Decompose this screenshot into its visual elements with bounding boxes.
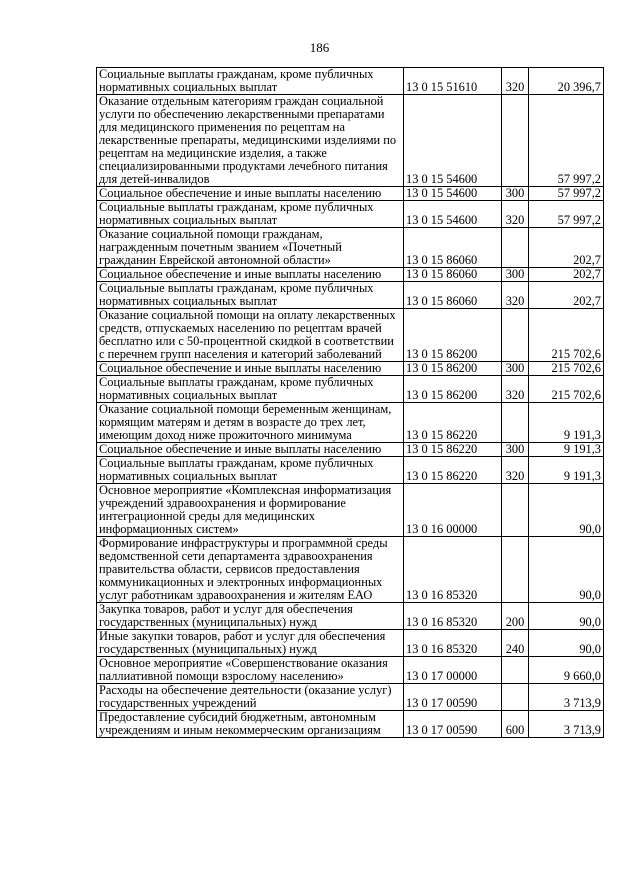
target-code-cell: 13 0 15 54600 <box>404 201 502 228</box>
expense-name-cell: Социальные выплаты гражданам, кроме публичных нормативных социальных выплат <box>97 201 404 228</box>
target-code-cell: 13 0 15 86060 <box>404 228 502 268</box>
table-row <box>97 711 604 738</box>
amount-cell: 202,7 <box>529 268 604 282</box>
target-code-cell: 13 0 15 86200 <box>404 362 502 376</box>
target-code-cell: 13 0 15 86200 <box>404 376 502 403</box>
amount-cell: 202,7 <box>529 282 604 309</box>
expense-type-cell <box>502 484 529 537</box>
expense-name-cell: Социальное обеспечение и иные выплаты населению <box>97 362 404 376</box>
table-row <box>97 95 604 187</box>
expense-name-cell: Оказание социальной помощи на оплату лекарственных средств, отпускаемых населению по рецептам врачей бесплатно или с 50-процентной скидкой в соответствии с перечнем групп населения и категорий заболеваний <box>97 309 404 362</box>
expense-type-cell: 320 <box>502 376 529 403</box>
table-row <box>97 657 604 684</box>
expense-name-cell: Социальное обеспечение и иные выплаты населению <box>97 443 404 457</box>
amount-cell: 57 997,2 <box>529 187 604 201</box>
target-code-cell: 13 0 15 86060 <box>404 268 502 282</box>
table-row <box>97 684 604 711</box>
expense-name-cell: Социальное обеспечение и иные выплаты населению <box>97 187 404 201</box>
expense-name-cell: Основное мероприятие «Комплексная информатизация учреждений здравоохранения и формирование интеграционной среды для медицинских информационных систем» <box>97 484 404 537</box>
expense-name-cell: Основное мероприятие «Совершенствование оказания паллиативной помощи взрослому населению» <box>97 657 404 684</box>
table-row <box>97 403 604 443</box>
page-number: 186 <box>309 40 330 55</box>
target-code-cell: 13 0 15 86220 <box>404 457 502 484</box>
expense-name-cell: Оказание отдельным категориям граждан социальной услуги по обеспечению лекарственными препаратами для медицинского применения по рецептам на лекарственные препараты, медицинскими изделиями по рецептам на медицинские изделия, а также специализированными продуктами лечебного питания для детей-инвалидов <box>97 95 404 187</box>
expense-type-cell: 320 <box>502 68 529 95</box>
amount-cell: 90,0 <box>529 537 604 603</box>
expense-type-cell <box>502 228 529 268</box>
target-code-cell: 13 0 16 00000 <box>404 484 502 537</box>
target-code-cell: 13 0 15 86220 <box>404 443 502 457</box>
amount-cell: 9 191,3 <box>529 443 604 457</box>
table-row <box>97 630 604 657</box>
expense-type-cell <box>502 309 529 362</box>
expense-name-cell: Иные закупки товаров, работ и услуг для обеспечения государственных (муниципальных) нужд <box>97 630 404 657</box>
target-code-cell: 13 0 16 85320 <box>404 630 502 657</box>
table-row <box>97 376 604 403</box>
table-row <box>97 268 604 282</box>
expense-name-cell: Оказание социальной помощи беременным женщинам, кормящим матерям и детям в возрасте до трех лет, имеющим доход ниже прожиточного минимума <box>97 403 404 443</box>
amount-cell: 3 713,9 <box>529 711 604 738</box>
expense-name-cell: Закупка товаров, работ и услуг для обеспечения государственных (муниципальных) нужд <box>97 603 404 630</box>
target-code-cell: 13 0 15 86060 <box>404 282 502 309</box>
amount-cell: 9 660,0 <box>529 657 604 684</box>
expense-name-cell: Социальные выплаты гражданам, кроме публичных нормативных социальных выплат <box>97 68 404 95</box>
amount-cell: 57 997,2 <box>529 95 604 187</box>
table-row <box>97 309 604 362</box>
table-row <box>97 484 604 537</box>
expense-type-cell <box>502 657 529 684</box>
amount-cell: 9 191,3 <box>529 457 604 484</box>
target-code-cell: 13 0 17 00590 <box>404 711 502 738</box>
target-code-cell: 13 0 17 00000 <box>404 657 502 684</box>
amount-cell: 57 997,2 <box>529 201 604 228</box>
expense-name-cell: Социальные выплаты гражданам, кроме публичных нормативных социальных выплат <box>97 282 404 309</box>
table-row <box>97 201 604 228</box>
expense-type-cell: 320 <box>502 282 529 309</box>
expense-name-cell: Социальные выплаты гражданам, кроме публичных нормативных социальных выплат <box>97 457 404 484</box>
table-row <box>97 537 604 603</box>
target-code-cell: 13 0 15 51610 <box>404 68 502 95</box>
budget-table <box>96 67 604 738</box>
target-code-cell: 13 0 16 85320 <box>404 603 502 630</box>
expense-type-cell: 320 <box>502 457 529 484</box>
amount-cell: 9 191,3 <box>529 403 604 443</box>
target-code-cell: 13 0 17 00590 <box>404 684 502 711</box>
expense-name-cell: Социальные выплаты гражданам, кроме публичных нормативных социальных выплат <box>97 376 404 403</box>
expense-name-cell: Формирование инфраструктуры и программной среды ведомственной сети департамента здравоохранения правительства области, сервисов предоставления коммуникационных и электронных информационных услуг работникам здравоохранения и жителям ЕАО <box>97 537 404 603</box>
amount-cell: 215 702,6 <box>529 376 604 403</box>
target-code-cell: 13 0 15 86200 <box>404 309 502 362</box>
expense-type-cell: 300 <box>502 268 529 282</box>
expense-name-cell: Предоставление субсидий бюджетным, автономным учреждениям и иным некоммерческим организациям <box>97 711 404 738</box>
expense-type-cell: 300 <box>502 187 529 201</box>
expense-type-cell: 320 <box>502 201 529 228</box>
target-code-cell: 13 0 15 86220 <box>404 403 502 443</box>
expense-name-cell: Оказание социальной помощи гражданам, награжденным почетным званием «Почетный гражданин Еврейской автономной области» <box>97 228 404 268</box>
target-code-cell: 13 0 15 54600 <box>404 95 502 187</box>
table-row <box>97 187 604 201</box>
expense-type-cell: 600 <box>502 711 529 738</box>
table-row <box>97 362 604 376</box>
expense-name-cell: Социальное обеспечение и иные выплаты населению <box>97 268 404 282</box>
expense-type-cell <box>502 403 529 443</box>
expense-type-cell <box>502 684 529 711</box>
amount-cell: 20 396,7 <box>529 68 604 95</box>
amount-cell: 215 702,6 <box>529 362 604 376</box>
table-row <box>97 603 604 630</box>
table-row <box>97 68 604 95</box>
amount-cell: 90,0 <box>529 603 604 630</box>
table-row <box>97 457 604 484</box>
budget-table-body <box>97 68 604 738</box>
expense-type-cell <box>502 95 529 187</box>
table-row <box>97 443 604 457</box>
table-row <box>97 282 604 309</box>
amount-cell: 202,7 <box>529 228 604 268</box>
table-row <box>97 228 604 268</box>
expense-type-cell: 200 <box>502 603 529 630</box>
expense-type-cell: 300 <box>502 362 529 376</box>
amount-cell: 90,0 <box>529 630 604 657</box>
amount-cell: 215 702,6 <box>529 309 604 362</box>
amount-cell: 90,0 <box>529 484 604 537</box>
expense-type-cell: 240 <box>502 630 529 657</box>
target-code-cell: 13 0 15 54600 <box>404 187 502 201</box>
expense-type-cell <box>502 537 529 603</box>
expense-name-cell: Расходы на обеспечение деятельности (оказание услуг) государственных учреждений <box>97 684 404 711</box>
amount-cell: 3 713,9 <box>529 684 604 711</box>
target-code-cell: 13 0 16 85320 <box>404 537 502 603</box>
expense-type-cell: 300 <box>502 443 529 457</box>
